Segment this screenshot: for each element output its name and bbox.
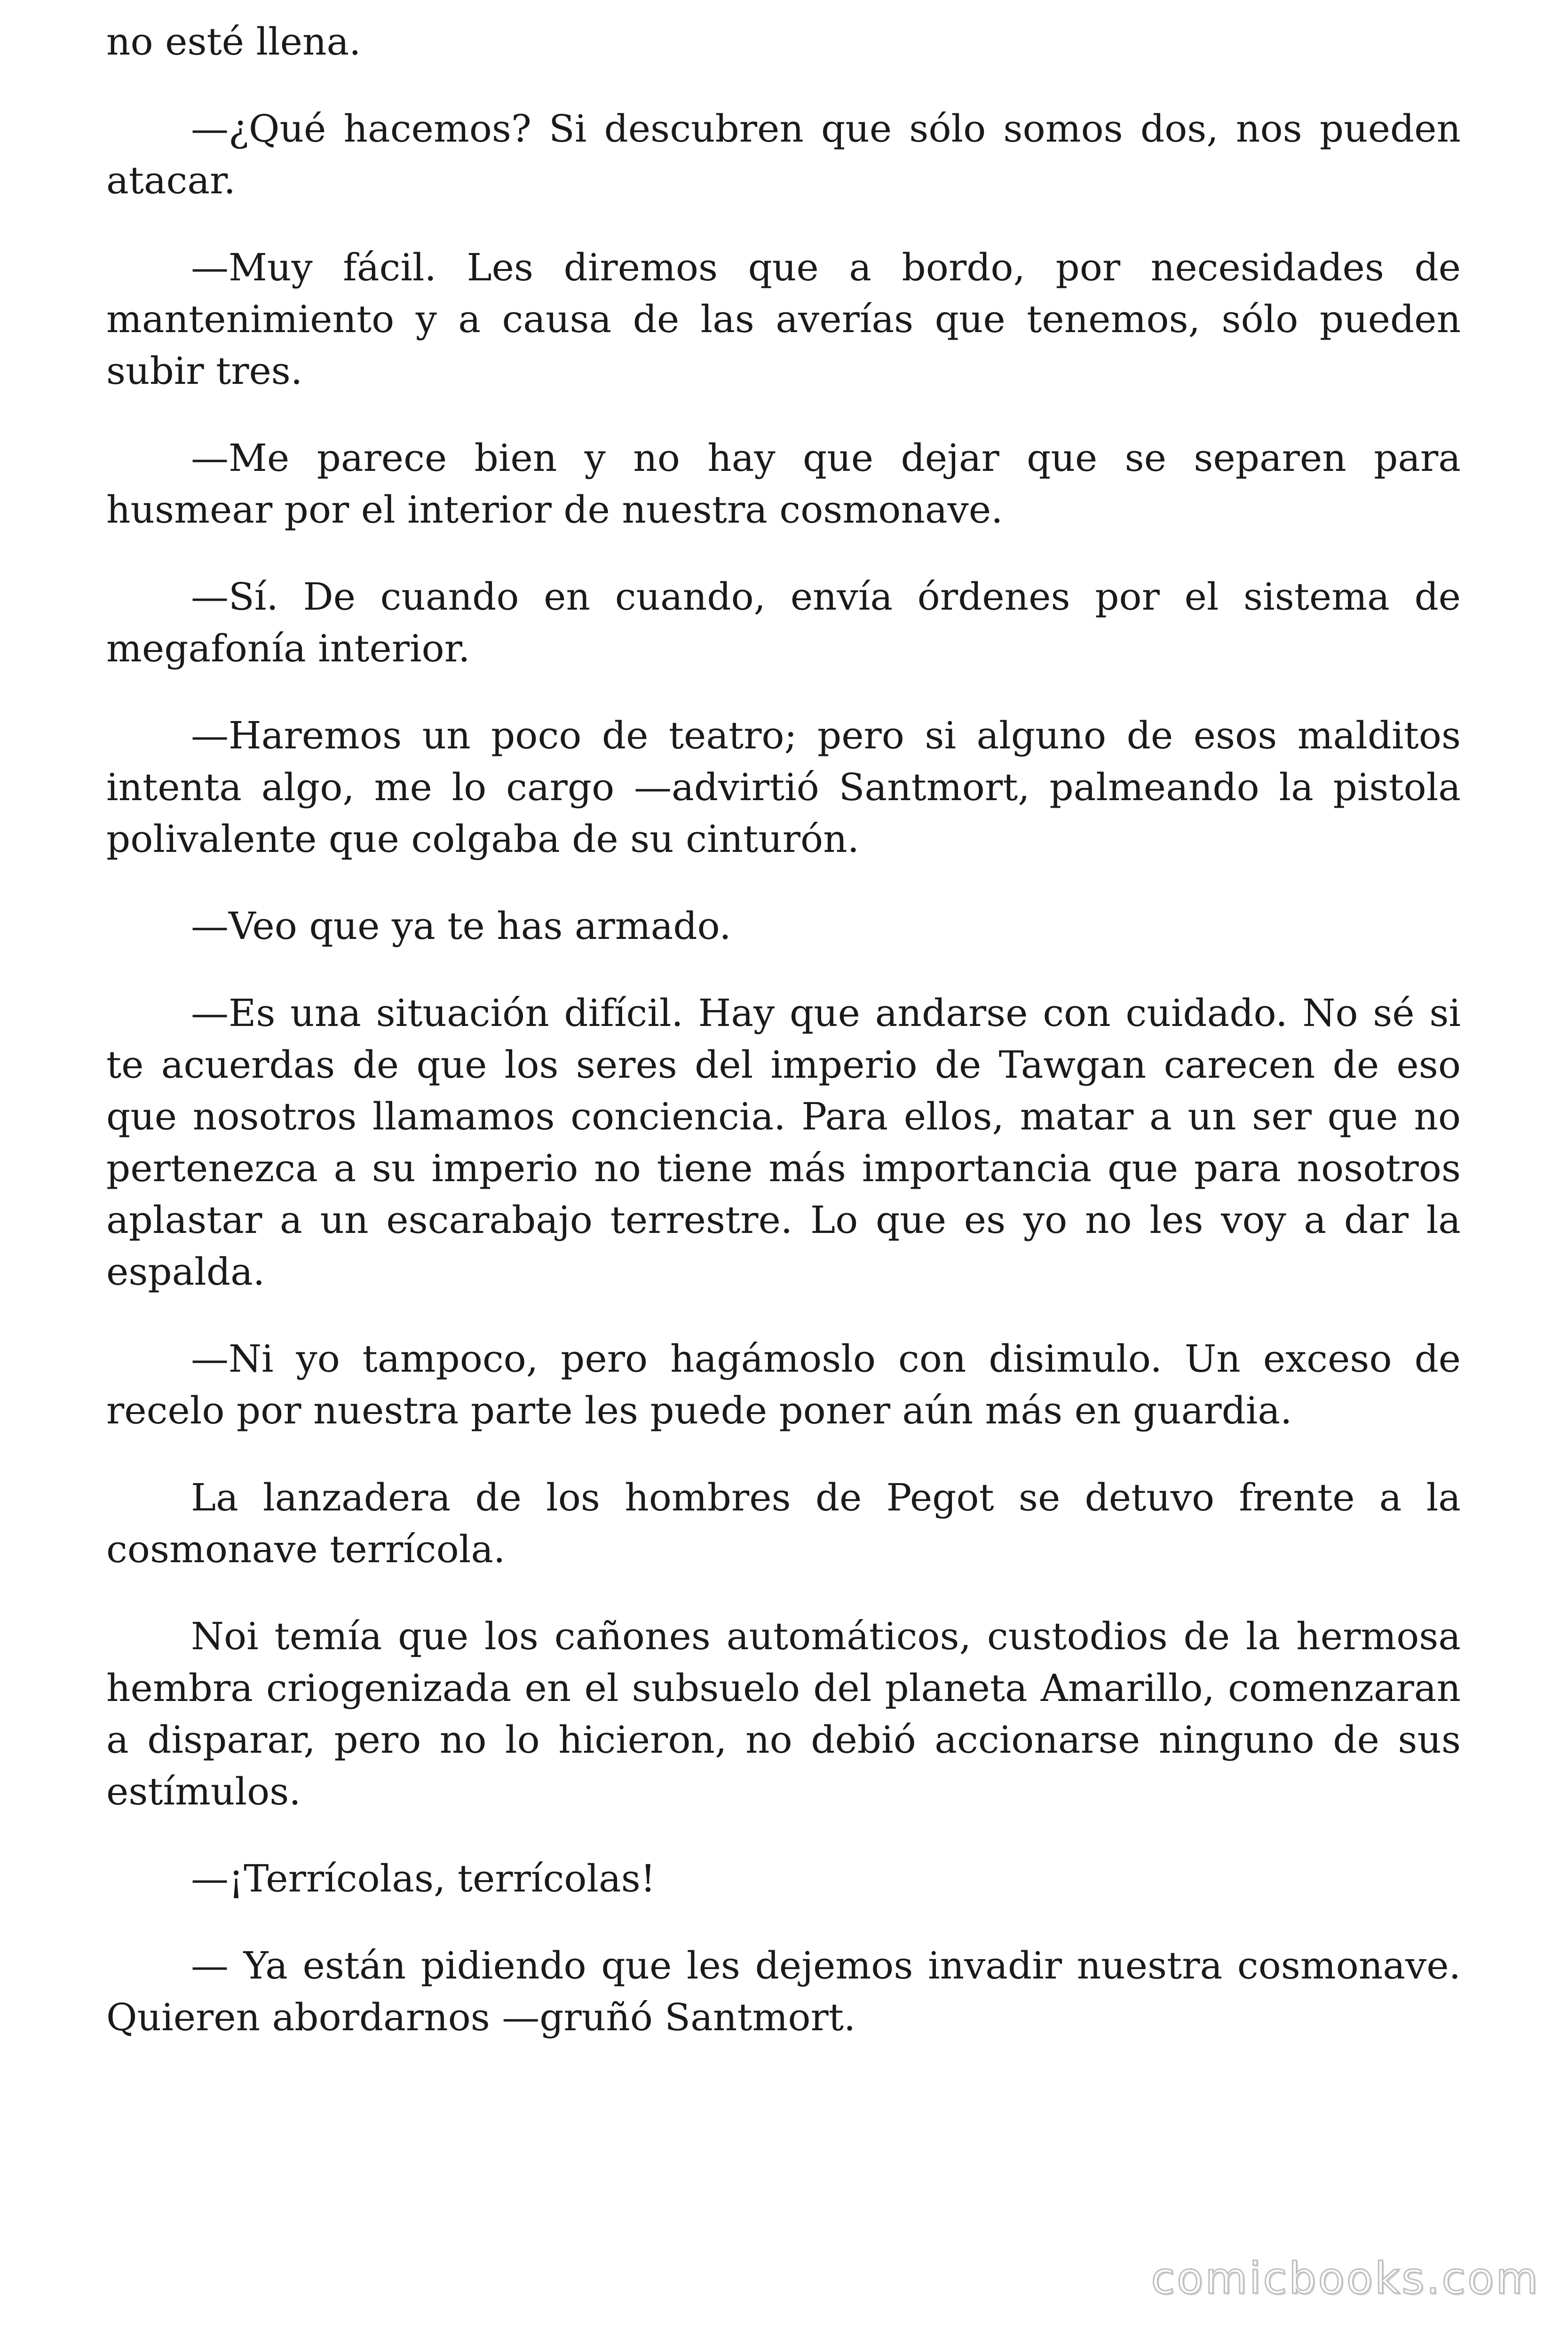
paragraph: Noi temía que los cañones automáticos, custodios de la hermosa hembra criogenizada en el subsuelo del planeta Amarillo, comenzaran a disparar, pero no lo hicieron, no debió accionarse ninguno de sus estímulos. (106, 1614, 1461, 1813)
paragraph: —¿Qué hacemos? Si descubren que sólo somos dos, nos pueden atacar. (106, 107, 1461, 202)
paragraph: — Ya están pidiendo que les dejemos invadir nuestra cosmonave. Quieren abordarnos —gruñó Santmort. (106, 1944, 1461, 2039)
paragraph: —Muy fácil. Les diremos que a bordo, por necesidades de mantenimiento y a causa de las averías que tenemos, sólo pueden subir tres. (106, 246, 1461, 393)
body-text (106, 16, 1461, 2079)
paragraph: —Ni yo tampoco, pero hagámoslo con disimulo. Un exceso de recelo por nuestra parte les puede poner aún más en guardia. (106, 1337, 1461, 1432)
paragraph: —Es una situación difícil. Hay que andarse con cuidado. No sé si te acuerdas de que los seres del imperio de Tawgan carecen de eso que nosotros llamamos conciencia. Para ellos, matar a un ser que no pertenezca a su imperio no tiene más importancia que para nosotros aplastar a un escarabajo terrestre. Lo que es yo no les voy a dar la espalda. (106, 991, 1461, 1294)
watermark: comicbooks.com (1151, 2253, 1540, 2304)
paragraph: —Veo que ya te has armado. (191, 904, 731, 948)
paragraph: —Haremos un poco de teatro; pero si alguno de esos malditos intenta algo, me lo cargo —advirtió Santmort, palmeando la pistola polivalente que colgaba de su cinturón. (106, 714, 1461, 861)
paragraph: —Sí. De cuando en cuando, envía órdenes por el sistema de megafonía interior. (106, 575, 1461, 670)
paragraph-continued: no esté llena. (106, 20, 361, 64)
paragraph: La lanzadera de los hombres de Pegot se detuvo frente a la cosmonave terrícola. (106, 1476, 1461, 1571)
paragraph: —¡Terrícolas, terrícolas! (191, 1857, 656, 1900)
paragraph: —Me parece bien y no hay que dejar que se separen para husmear por el interior de nuestra cosmonave. (106, 436, 1461, 532)
